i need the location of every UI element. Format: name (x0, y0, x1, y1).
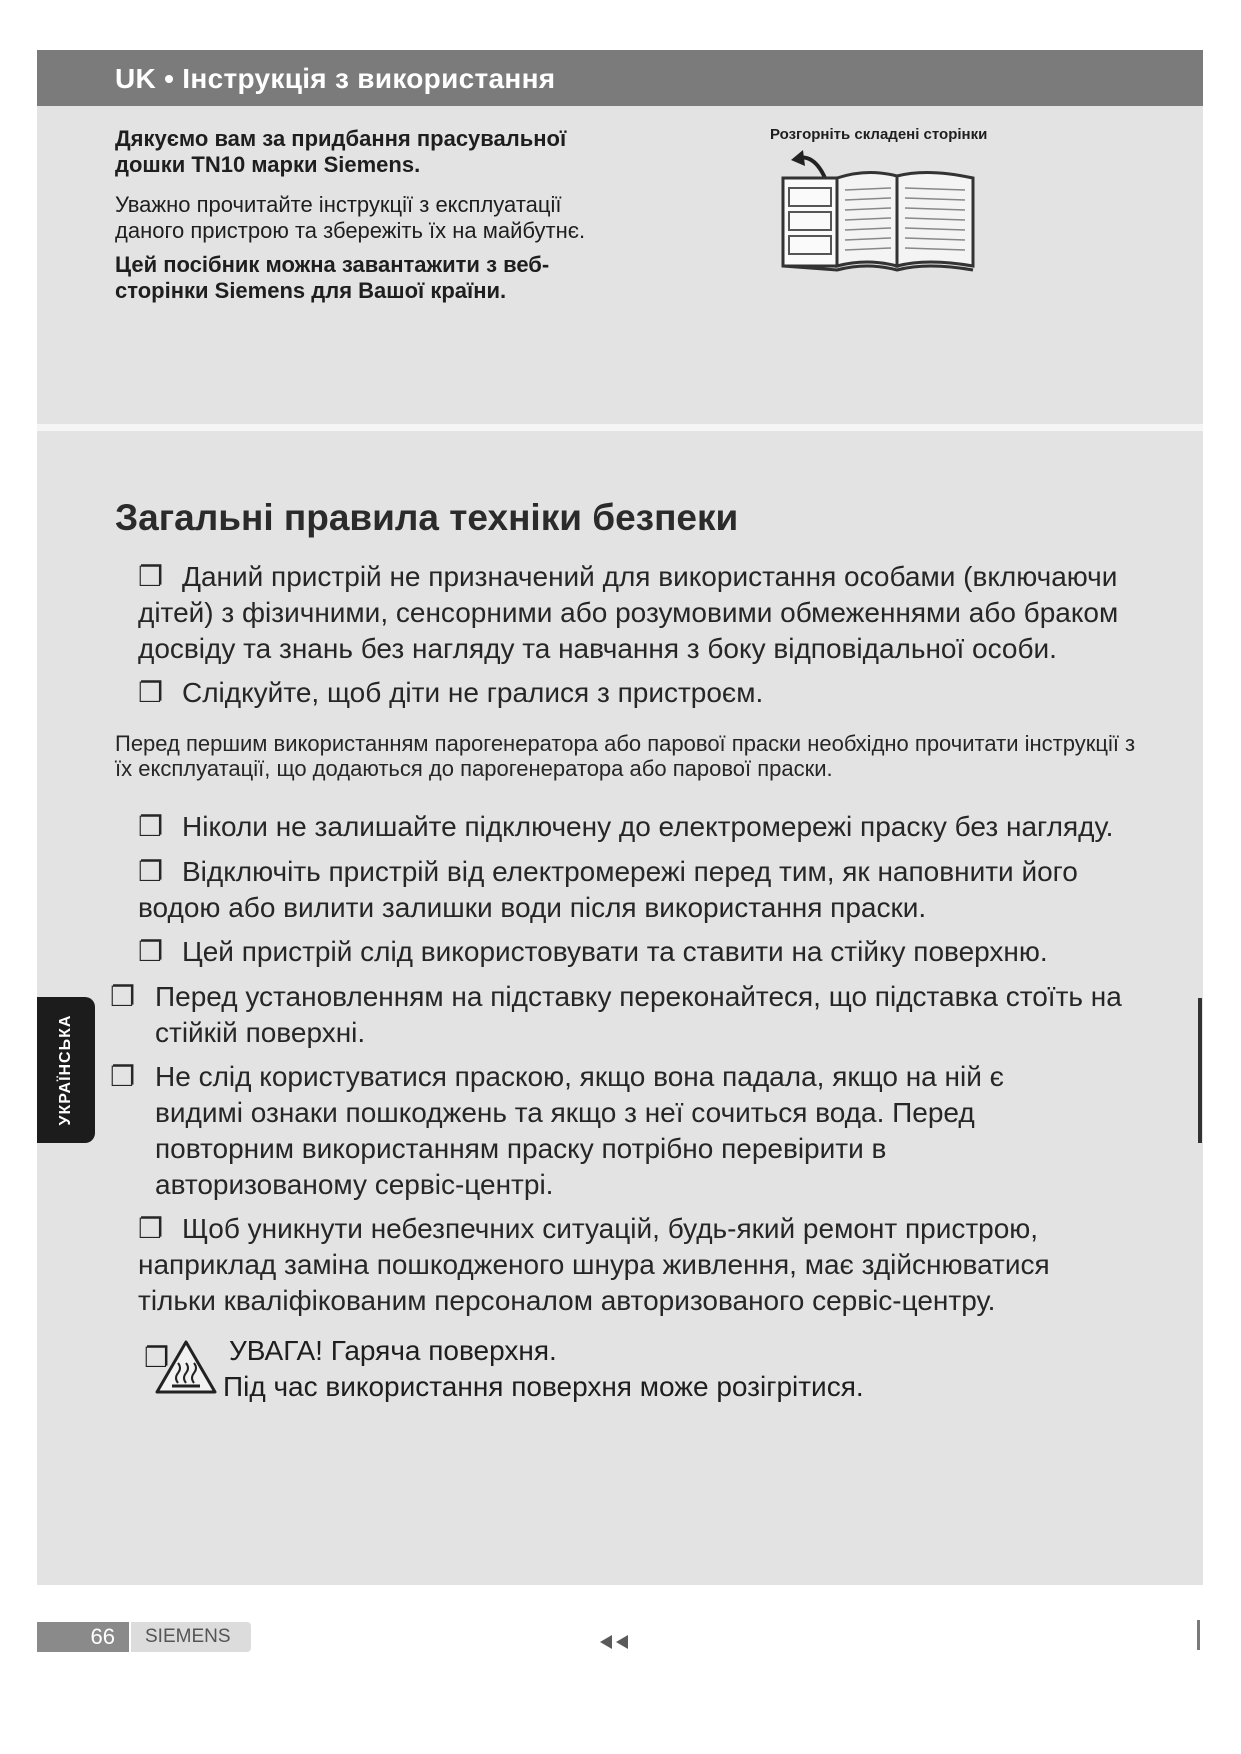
warning-text: Під час використання поверхня може розігрітися. (223, 1371, 864, 1402)
checkbox-bullet-icon: ❐ (110, 1061, 136, 1092)
checkbox-bullet-icon: ❐ (138, 1213, 164, 1244)
page-edge-marker (1198, 998, 1202, 1143)
footer-edge-marker (1197, 1620, 1200, 1650)
list-item: ❐ Цей пристрій слід використовувати та ставити на стійку поверхню. (138, 934, 1148, 970)
list-item: ❐ Даний пристрій не призначений для використання особами (включаючи дітей) з фізичними, сенсорними або розумовими обмеженнями або браком досвіду та знань без нагляду та навчання з боку відповідальної особи. (138, 561, 1119, 664)
list-item: ❐ Перед установленням на підставку переконайтеся, що підставка стоїть на стійкій поверхні. (110, 981, 1122, 1048)
checkbox-bullet-icon: ❐ (138, 856, 164, 887)
language-label: УКРАЇНСЬКА (57, 1014, 74, 1126)
back-arrows-icon (598, 1634, 632, 1650)
warning-title: УВАГА! Гаряча поверхня. (229, 1335, 557, 1366)
section-title: Загальні правила техніки безпеки (115, 497, 739, 538)
checkbox-bullet-icon: ❐ (138, 561, 164, 592)
note-paragraph: Перед першим використанням парогенератора або парової праски необхідно прочитати інструкції з їх експлуатації, що додаються до парогенератора або парової праски. (115, 731, 1136, 781)
brand-name: SIEMENS (131, 1622, 251, 1652)
page-number: 66 (37, 1622, 129, 1652)
intro-panel (37, 106, 1203, 424)
checkbox-bullet-icon: ❐ (110, 981, 136, 1012)
unfold-pages-icon (777, 148, 977, 278)
safety-section (37, 431, 1203, 1585)
list-item: ❐ Не слід користуватися праскою, якщо вона падала, якщо на ній є видимі ознаки пошкоджень та якщо з неї сочиться вода. Перед повторним використанням праску потрібно перевірити в авторизованому сервіс-центрі. (110, 1061, 1004, 1200)
list-item: ❐ Відключіть пристрій від електромережі перед тим, як наповнити його водою або вилити залишки води після використання праски. (138, 856, 1078, 923)
checkbox-bullet-icon: ❐ (144, 1342, 170, 1373)
hot-surface-warning-icon (154, 1339, 218, 1395)
header-bar (37, 50, 1203, 106)
language-side-tab (37, 997, 95, 1143)
intro-thanks: Дякуємо вам за придбання прасувальної дошки TN10 марки Siemens. (115, 126, 567, 177)
intro-read-instructions: Уважно прочитайте інструкції з експлуатації даного пристрою та збережіть їх на майбутнє. (115, 192, 586, 243)
divider (37, 424, 1203, 431)
list-item: ❐ Щоб уникнути небезпечних ситуацій, будь-який ремонт пристрою, наприклад заміна пошкодженого шнура живлення, має здійснюватися тільки кваліфікованим персоналом авторизованого сервіс-центру. (138, 1213, 1050, 1316)
intro-download: Цей посібник можна завантажити з веб-сторінки Siemens для Вашої країни. (115, 252, 550, 303)
unfold-label: Розгорніть складені сторінки (770, 126, 988, 143)
checkbox-bullet-icon: ❐ (138, 811, 164, 842)
checkbox-bullet-icon: ❐ (138, 677, 164, 708)
list-item: ❐ Слідкуйте, щоб діти не гралися з пристроєм. (138, 675, 1148, 711)
checkbox-bullet-icon: ❐ (138, 936, 164, 967)
list-item: ❐ Ніколи не залишайте підключену до електромережі праску без нагляду. (138, 809, 1148, 845)
page-title: UK • Інструкція з використання (115, 63, 556, 94)
